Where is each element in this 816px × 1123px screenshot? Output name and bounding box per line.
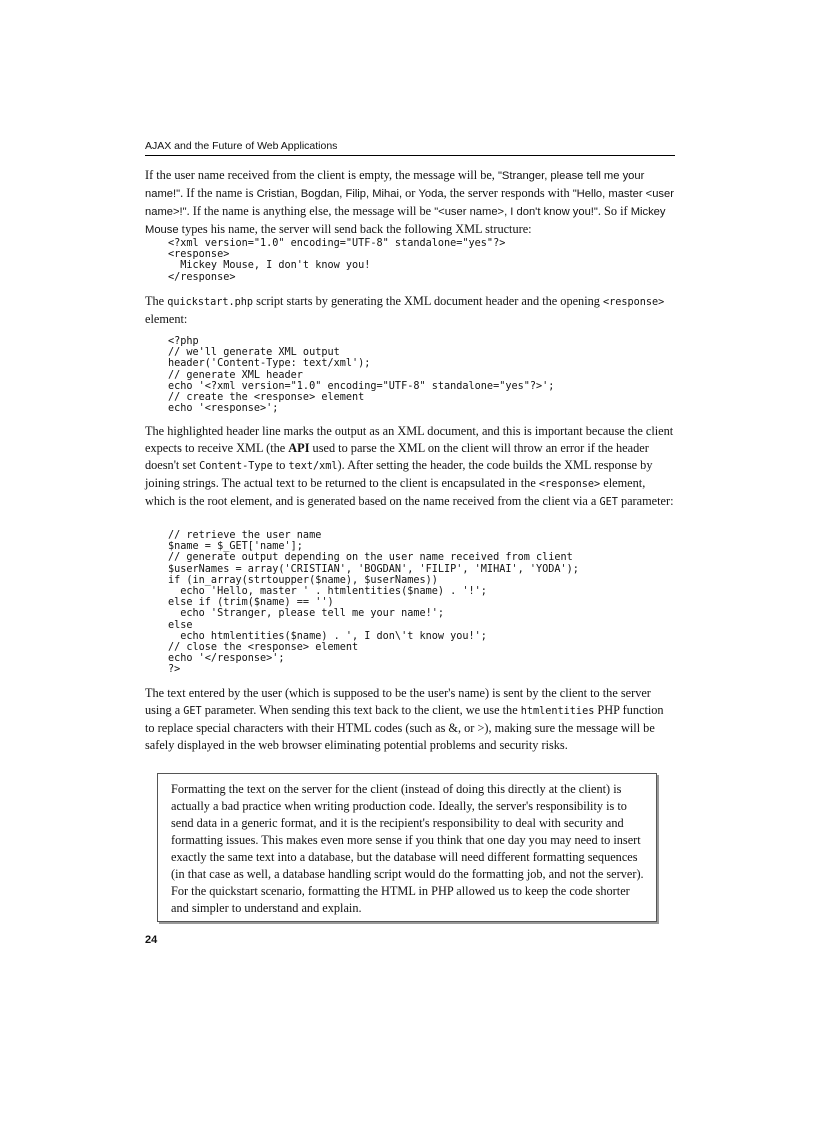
code-block-php-logic: // retrieve the user name $name = $_GET['name']; // generate output depending on the user name received from client $userNames = array('CRISTIAN', 'BOGDAN', 'FILIP', 'MIHAI', 'YODA'); if (in_array(strtoupper($name), $userNames)) echo 'Hello, master ' . htmlentities($name) . '!'; else if (trim($name) == '') echo 'Stranger, please tell me your name!'; else echo htmlentities($name) . ', I don\'t know you!'; // close the <response> element echo '</response>'; ?> xyxy=(168,530,579,676)
text-run: PHP function to replace special characters with their HTML codes (such as &, or >), making sure the message will be safely displayed in the web browser eliminating potential problems and security risks. xyxy=(145,703,664,752)
text-run: element, which is the root element, and is generated based on the name received from the client via a xyxy=(145,476,646,508)
text-run: Yoda xyxy=(418,188,444,200)
text-run: , the server responds with xyxy=(443,186,573,200)
inline-code: GET xyxy=(183,706,202,717)
text-run: API xyxy=(288,441,310,455)
code-block-php-header: <?php // we'll generate XML output header('Content-Type: text/xml'); // generate XML header echo '<?xml version="1.0" encoding="UTF-8" standalone="yes"?>'; // create the <response> element echo '<response>'; xyxy=(168,336,555,415)
inline-code: quickstart.php xyxy=(167,297,254,308)
text-run: Cristian, Bogdan, Filip, Mihai, xyxy=(256,188,403,200)
text-run: If the user name received from the client is empty, the message will be, xyxy=(145,168,498,182)
paragraph-user-messages xyxy=(145,167,675,239)
text-run: "Stranger, please tell me your name!" xyxy=(145,170,645,200)
note-box xyxy=(157,773,657,922)
text-run: parameter: xyxy=(617,494,674,508)
text-run: or xyxy=(402,186,419,200)
text-run: script starts by generating the XML document header and the opening xyxy=(253,294,603,308)
text-run: Mickey Mouse xyxy=(145,206,666,236)
code-block-xml-response: <?xml version="1.0" encoding="UTF-8" standalone="yes"?> <response> Mickey Mouse, I don't know you! </response> xyxy=(168,238,506,283)
text-run: used to parse the XML on the client will throw an error if the header doesn't set xyxy=(145,441,649,472)
inline-code: htmlentities xyxy=(520,706,595,717)
inline-code: <response> xyxy=(602,297,665,308)
text-run: parameter. When sending this text back to the client, we use the xyxy=(201,703,521,717)
text-run: The text entered by the user (which is supposed to be the user's name) is sent by the client to the server using a xyxy=(145,686,651,717)
inline-code: <response> xyxy=(538,479,601,490)
text-run: to xyxy=(272,458,289,472)
running-header: AJAX and the Future of Web Applications xyxy=(145,140,675,156)
text-run: The highlighted header line marks the output as an XML document, and this is important because the client expects to receive XML (the xyxy=(145,424,674,455)
text-run: The xyxy=(145,294,168,308)
paragraph-quickstart-intro xyxy=(145,293,675,328)
paragraph-htmlentities xyxy=(145,685,675,754)
page-number: 24 xyxy=(145,934,158,946)
text-run: "<user name>, I don't know you!" xyxy=(434,206,598,218)
text-run: . If the name is xyxy=(180,186,257,200)
text-run: element: xyxy=(145,312,188,326)
note-text: Formatting the text on the server for the client (instead of doing this directly at the client) is actually a bad practice when writing production code. Ideally, the server's responsibility is to send data in a generic format, and it is the recipient's responsibility to deal with security and formatting issues. This makes even more sense if you think that one day you may need to insert exactly the same text into a database, but the database will need different formatting sequences (in that case as well, a database handling script would do the formatting job, and not the server). For the quickstart scenario, formatting the HTML in PHP allowed us to keep the code shorter and simpler to understand and explain. xyxy=(171,782,644,915)
paragraph-header-explanation xyxy=(145,423,675,511)
inline-code: GET xyxy=(599,497,618,508)
inline-code: text/xml xyxy=(288,461,338,472)
text-run: . If the name is anything else, the message will be xyxy=(186,204,435,218)
text-run: . So if xyxy=(597,204,631,218)
text-run: types his name, the server will send back the following XML structure: xyxy=(178,222,532,236)
text-run: ). After setting the header, the code builds the XML response by joining strings. The actual text to be returned to the client is encapsulated in the xyxy=(145,458,653,490)
text-run: "Hello, master <user name>!" xyxy=(145,188,674,218)
inline-code: Content-Type xyxy=(199,461,273,472)
